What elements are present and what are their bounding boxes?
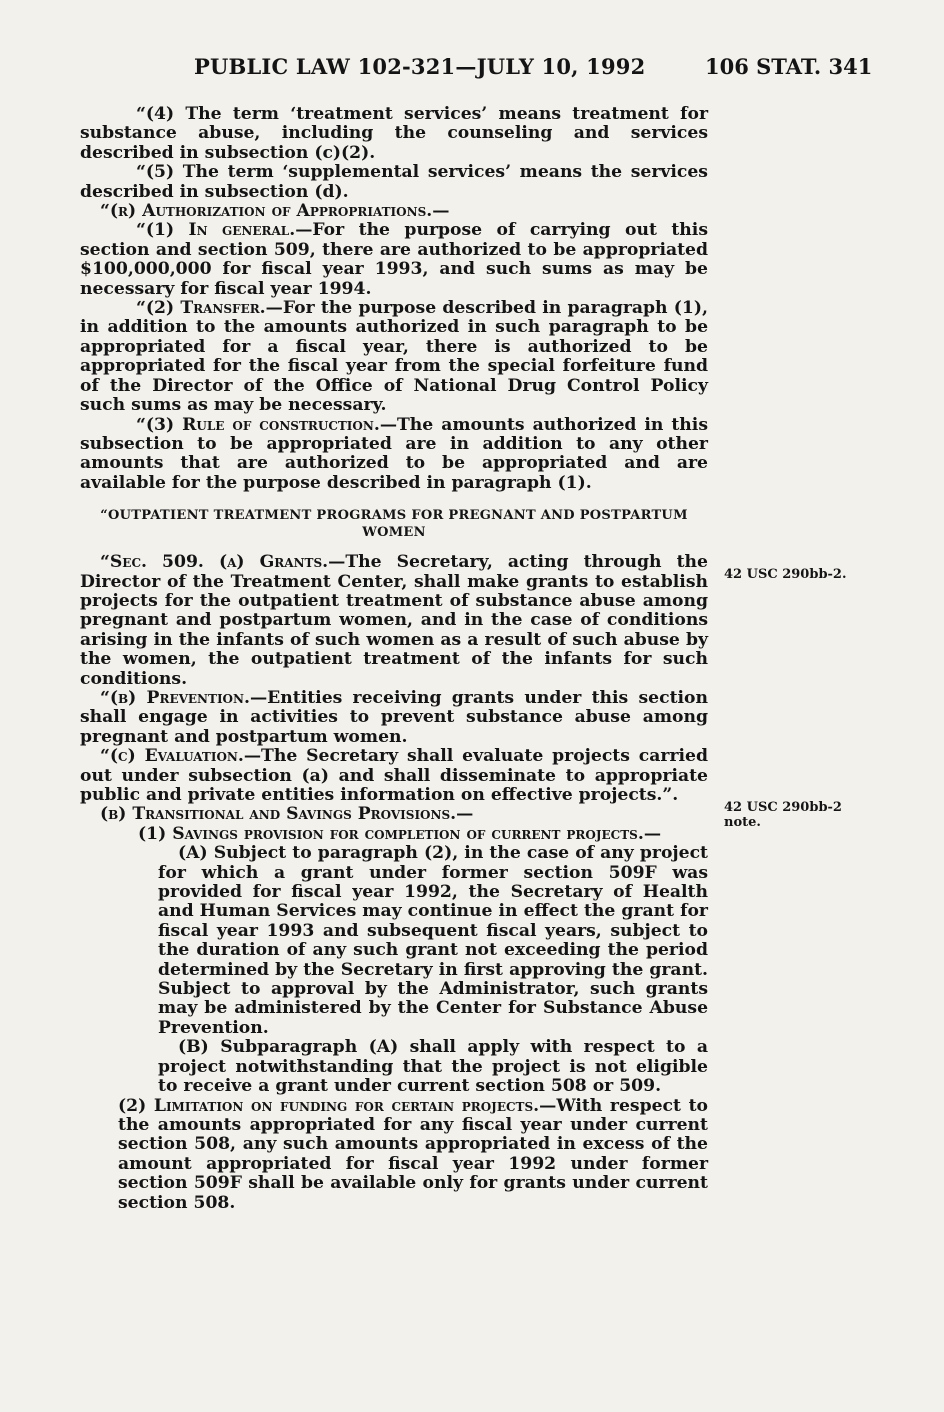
subsection-r-heading	[80, 202, 708, 221]
subparagraph-b: (B) Subparagraph (A) shall apply with respect to a project notwithstanding that the project is not eligible to receive a grant under current section 508 or 509.	[158, 1037, 708, 1097]
limitation-on-funding	[80, 1097, 708, 1213]
paragraph-r1	[80, 221, 708, 299]
savings-provision-title: (1) Savings provision for completion of current projects.—	[138, 823, 662, 844]
section-509-c	[80, 747, 708, 805]
paragraph-r3-heading: “(3) Rule of construction.	[136, 414, 380, 435]
paragraph-r2	[80, 299, 708, 415]
transitional-provisions-title: (b) Transitional and Savings Provisions.—	[100, 804, 474, 825]
section-509-c-text: —The Secretary shall evaluate projects carried out under subsection (a) and shall disseminate to appropriate public and private entities information on effective projects.”.	[80, 746, 708, 805]
section-509-b-heading: “(b) Prevention.	[100, 687, 250, 708]
stat-citation: 106 STAT. 341	[705, 54, 873, 79]
section-509-a-heading: “Sec. 509. (a) Grants.	[100, 552, 329, 573]
section-509-c-heading: “(c) Evaluation.	[100, 746, 244, 767]
paragraph-5-term-supplemental: “(5) The term ‘supplemental services’ means the services described in subsection (d).	[80, 162, 708, 202]
margin-note-usc: 42 USC 290bb-2.	[724, 567, 847, 582]
section-509-b	[80, 689, 708, 747]
paragraph-r1-heading: “(1) In general.	[136, 220, 296, 241]
transitional-provisions-heading	[80, 805, 708, 824]
subsection-r-title: “(r) Authorization of Appropriations.—	[100, 201, 450, 222]
paragraph-4-term-treatment: “(4) The term ‘treatment services’ means treatment for substance abuse, including the counseling and services described in subsection (c)(2).	[80, 104, 708, 163]
paragraph-r2-text: —For the purpose described in paragraph (1), in addition to the amounts authorized in such paragraph to be appropriated for a fiscal year, there is authorized to be appropriated for the fiscal year from the special forfeiture fund of the Director of the Office of National Drug Control Policy such sums as may be necessary.	[80, 298, 708, 416]
section-509-a	[80, 553, 708, 689]
paragraph-r3-text: —The amounts authorized in this subsection to be appropriated are in addition to any other amounts that are authorized to be appropriated and are available for the purpose described in paragraph (1).	[80, 414, 708, 493]
paragraph-r2-heading: “(2) Transfer.	[136, 298, 266, 319]
paragraph-r3	[80, 416, 708, 494]
savings-provision-heading	[80, 825, 708, 844]
limitation-on-funding-text: —With respect to the amounts appropriated for any fiscal year under current section 508, any such amounts appropriated in excess of the amount appropriated for fiscal year 1992 under former section 509F shall be available only for grants under current section 508.	[118, 1095, 708, 1213]
section-509-a-text: —The Secretary, acting through the Director of the Treatment Center, shall make grants to establish projects for the outpatient treatment of substance abuse among pregnant and postpartum women, and in the case of conditions arising in the infants of such women as a result of such abuse by the women, the outpatient treatment of the infants for such conditions.	[80, 552, 708, 689]
document-body	[80, 105, 708, 1213]
paragraph-r1-text: —For the purpose of carrying out this section and section 509, there are authorized to be appropriated $100,000,000 for fiscal year 1993, and such sums as may be necessary for fiscal year 1994.	[80, 220, 708, 299]
subparagraph-a: (A) Subject to paragraph (2), in the case of any project for which a grant under former section 509F was provided for fiscal year 1992, the Secretary of Health and Human Services may continue in effect the grant for fiscal year 1993 and subsequent fiscal years, subject to the duration of any such grant not exceeding the period determined by the Secretary in first approving the grant. Subject to approval by the Administrator, such grants may be administered by the Center for Substance Abuse Prevention.	[158, 843, 708, 1038]
margin-note-usc-note: 42 USC 290bb-2 note.	[724, 800, 842, 830]
page-header	[0, 54, 944, 84]
limitation-on-funding-heading: (2) Limitation on funding for certain projects.	[118, 1095, 540, 1116]
section-509-b-text: —Entities receiving grants under this section shall engage in activities to prevent substance abuse among pregnant and postpartum women.	[80, 687, 708, 747]
section-heading: “OUTPATIENT TREATMENT PROGRAMS FOR PREGNANT AND POSTPARTUM WOMEN	[100, 508, 688, 541]
page-title: PUBLIC LAW 102-321—JULY 10, 1992	[194, 54, 646, 79]
